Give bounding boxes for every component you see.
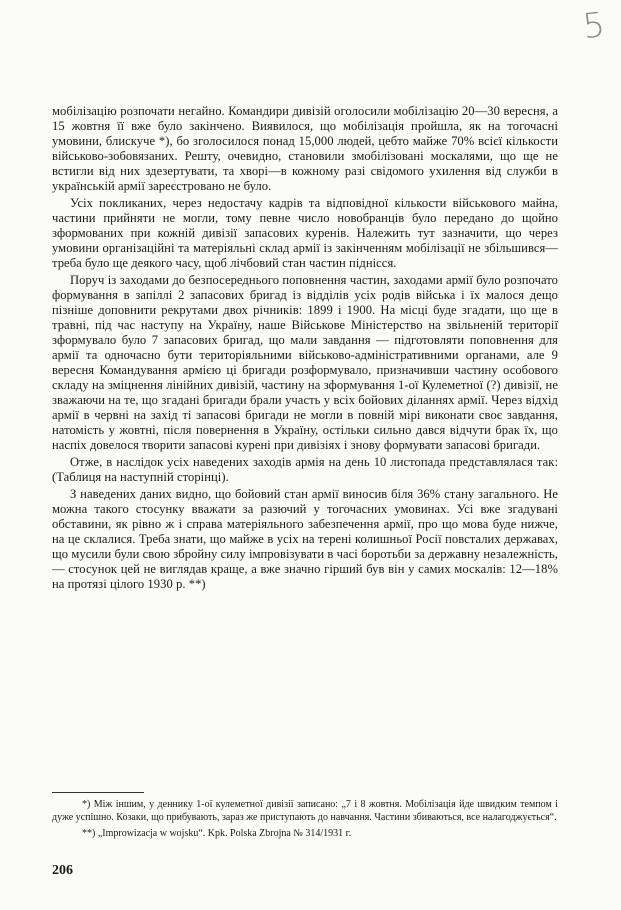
- main-text: [52, 104, 558, 594]
- footnote-2: **) „Improwizacja w wojsku“. Kpk. Polska Zbrojna № 314/1931 г.: [82, 828, 352, 839]
- footnote-1: *) Між іншим, у деннику 1-ої кулеметної дивізії записано: „7 і 8 жовтня. Мобілізація йде швидким темпом і дуже успішно. Козаки, що прибувають, зараз же приступають до навчання. Частини збиваються, все налагоджується“.: [52, 799, 558, 823]
- paragraph-3: Поруч із заходами до безпосереднього поповнення частин, заходами армії було розпочато формування в запіллі 2 запасових бригад із відділів усіх родів війська і їх малося дещо пізніше доповнити рекрутами двох річників: 1899 і 1900. На місці буде згадати, що ще в травні, під час наступу на Україну, наше Військове Міністерство на звільненій території зформувало було 7 запасових бригад, що мали завдання — підготовляти поповнення для армії та одночасно бути територіяльними військово-адміністративними органами, але 9 вересня Командування армією ці бригади розформувало, призначивши частину особового складу на зміцнення лінійних дивізій, частину на зформування 1-ої Кулеметної (?) дивізії, не зважаючи на те, що згадані бригади брали участь у всіх бойових діланнях армії. Через відхід армії в червні на захід ті запасові бригади не могли в повній мірі виконати своє завдання, натомість у жовтні, після повернення в Україну, остільки сильно дався відчути брак їх, що наспіх довелося творити запасові курені при дивізіях і знову формувати запасові бригади.: [52, 273, 558, 452]
- paragraph-2: Усіх покликаних, через недостачу кадрів та відповідної кількости військового майна, частини прийняти не могли, тому певне число новобранців було передано до щойно зформованих при кожній дивізії запасових куренів. Належить тут зазначити, що через умовини організаційні та матеріяльні склад армії із закінченням мобілізації не збільшився—треба було ще деякого часу, щоб лічбовий стан частин піднісся.: [52, 196, 558, 270]
- handwritten-page-mark: 5: [580, 4, 607, 48]
- footnotes: [52, 799, 558, 845]
- footnote-separator: [52, 792, 144, 793]
- page-number: 206: [52, 863, 73, 878]
- paragraph-1: мобілізацію розпочати негайно. Командири дивізій оголосили мобілізацію 20—30 вересня, а 15 жовтня її вже було закінчено. Виявилося, що мобілізація пройшла, як на тогочасні умовини, блискуче *), бо зголосилося понад 15,000 людей, цебто майже 70% всієї кількости військово-зобовязаних. Решту, очевидно, становили змобілізовані москалями, що ще не встигли від них здезертувати, та хворі—в кожному разі свідомого ухилення від служби в українській армії зареєстровано не було.: [52, 104, 558, 193]
- paragraph-4: Отже, в наслідок усіх наведених заходів армія на день 10 листопада представлялася так: (Таблиця на наступній сторінці).: [52, 455, 558, 484]
- paragraph-5: З наведених даних видно, що бойовий стан армії виносив біля 36% стану загального. Не можна такого стосунку вважати за разючий у тогочасних умовинах. Усі вже згадувані обставини, як рівно ж і справа матеріяльного забезпечення армії, про що мова буде нижче, на це склалися. Треба знати, що майже в усіх на терені колишньої Росії повсталих державах, що мусили були свою збройну силу імпровізувати в часі боротьби за державну незалежність, — стосунок цей не виглядав краще, а вже значно гірший був він у самих москалів: 12—18% на протязі цілого 1930 р. **): [52, 487, 558, 591]
